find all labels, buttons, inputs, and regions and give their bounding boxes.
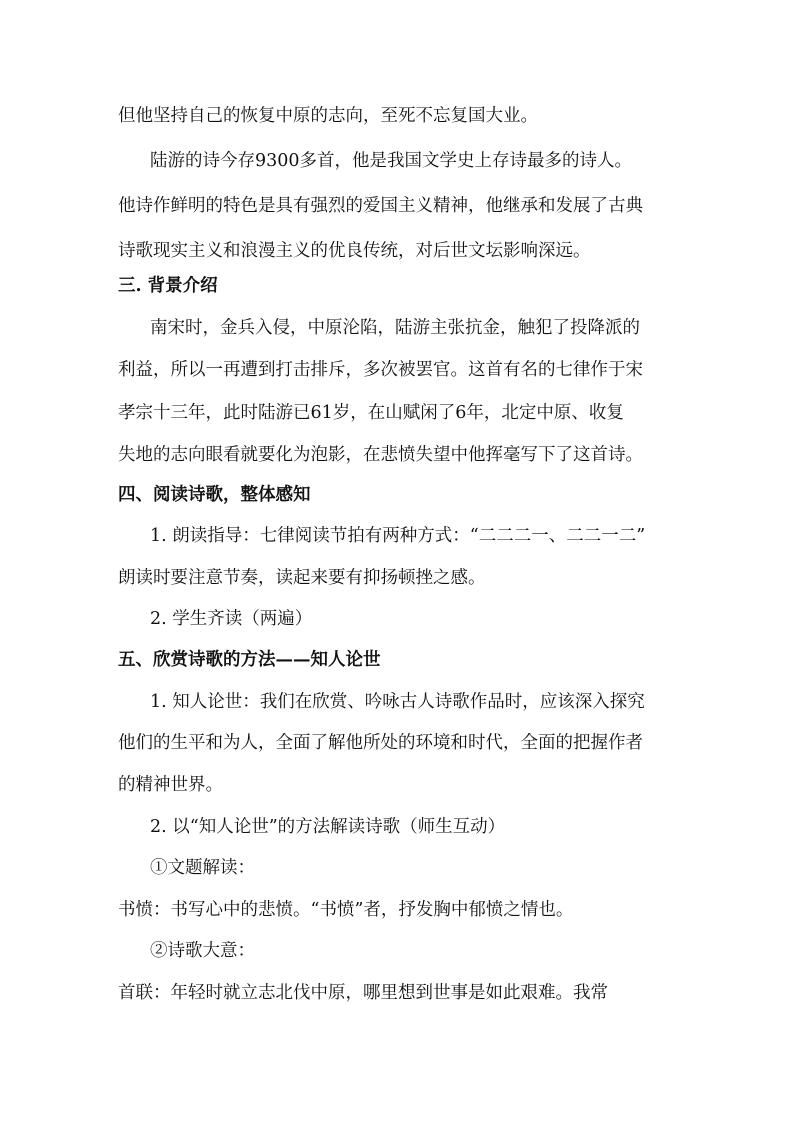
paragraph-line: 2. 学生齐读（两遍）	[150, 609, 313, 629]
paragraph-line: ②诗歌大意：	[150, 941, 255, 961]
paragraph-line: 利益，所以一再遭到打击排斥，多次被罢官。这首有名的七律作于宋	[118, 360, 643, 380]
paragraph-line: 失地的志向眼看就要化为泡影，在悲愤失望中他挥毫写下了这首诗。	[118, 445, 643, 465]
paragraph-line: 首联：年轻时就立志北伐中原，哪里想到世事是如此艰难。我常	[118, 983, 608, 1003]
paragraph-line: 朗读时要注意节奏，读起来要有抑扬顿挫之感。	[118, 568, 486, 588]
paragraph-line: ①文题解读：	[150, 858, 255, 878]
paragraph-line: 的精神世界。	[118, 775, 223, 795]
section-heading-reading: 四、阅读诗歌，整体感知	[118, 485, 311, 505]
paragraph-line: 他诗作鲜明的特色是具有强烈的爱国主义精神，他继承和发展了古典	[118, 196, 643, 216]
paragraph-line: 陆游的诗今存9300多首，他是我国文学史上存诗最多的诗人。	[150, 151, 633, 171]
section-heading-background: 三. 背景介绍	[118, 276, 218, 296]
paragraph-line: 1. 朗读指导：七律阅读节拍有两种方式：“二二二一、二二一二”	[150, 526, 646, 546]
paragraph-line: 他们的生平和为人，全面了解他所处的环境和时代，全面的把握作者	[118, 733, 643, 753]
paragraph-line: 1. 知人论世：我们在欣赏、吟咏古人诗歌作品时，应该深入探究	[150, 692, 645, 712]
paragraph-line: 但他坚持自己的恢复中原的志向，至死不忘复国大业。	[118, 106, 538, 126]
paragraph-line: 南宋时，金兵入侵，中原沦陷，陆游主张抗金，触犯了投降派的	[150, 318, 640, 338]
section-heading-appreciation: 五、欣赏诗歌的方法——知人论世	[118, 650, 381, 670]
paragraph-line: 孝宗十三年，此时陆游已61岁，在山赋闲了6年，北定中原、收复	[118, 403, 624, 423]
paragraph-line: 2. 以“知人论世”的方法解读诗歌（师生互动）	[150, 817, 506, 837]
paragraph-line: 书愤：书写心中的悲愤。“书愤”者，抒发胸中郁愤之情也。	[118, 900, 574, 920]
paragraph-line: 诗歌现实主义和浪漫主义的优良传统，对后世文坛影响深远。	[118, 241, 591, 261]
